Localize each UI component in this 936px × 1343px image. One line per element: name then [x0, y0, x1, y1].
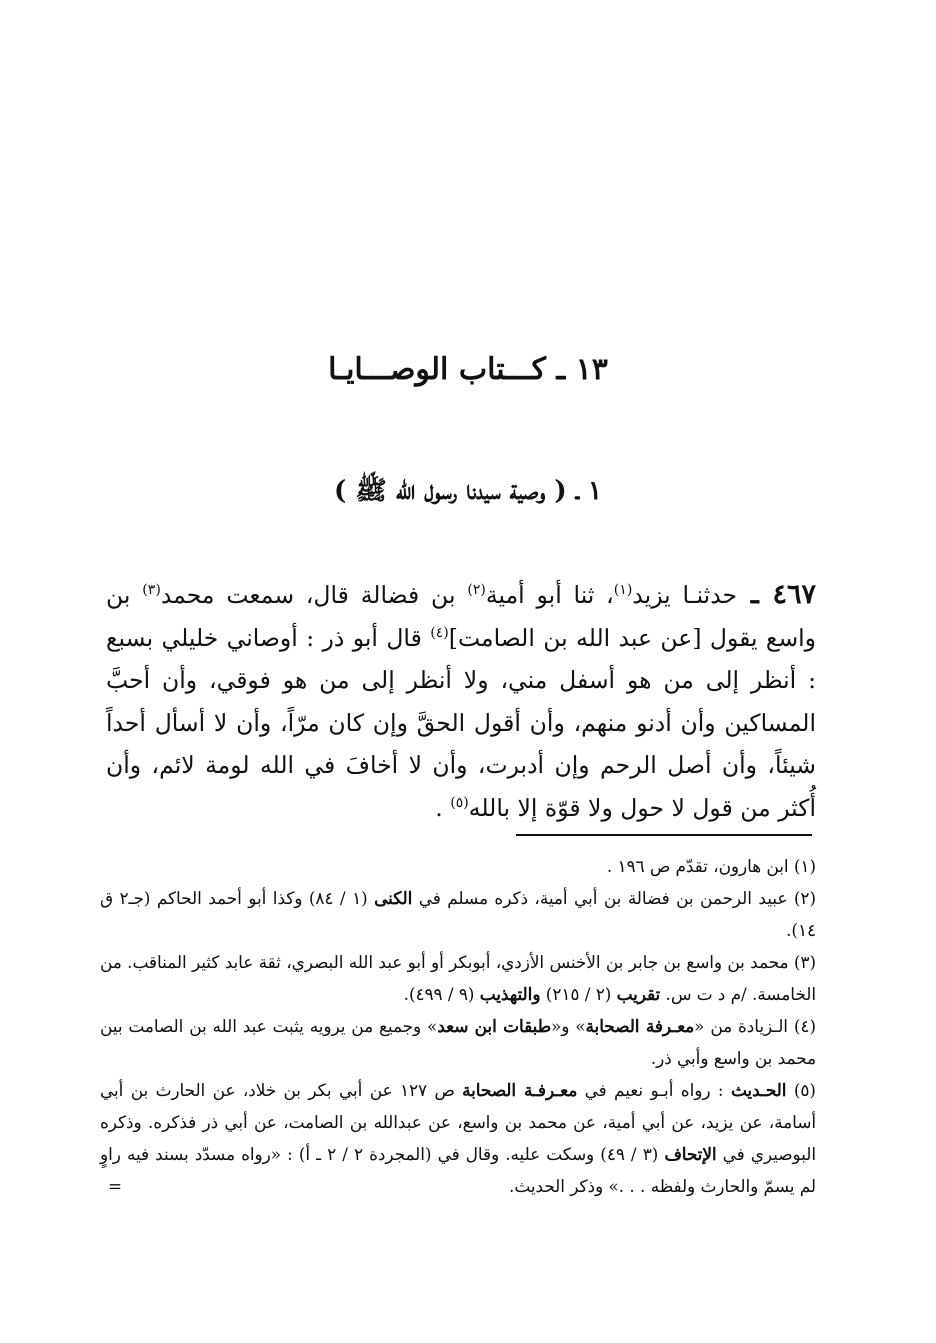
- footnote-text: » و«: [551, 1016, 586, 1036]
- footnote-divider: [516, 834, 812, 836]
- footnote-1: [100, 850, 816, 882]
- footnote-ref-1: (١): [613, 582, 633, 599]
- footnote-text: : رواه أبـو نعيم في: [577, 1080, 731, 1100]
- footnote-source-title: والتهذيب: [479, 984, 541, 1004]
- chapter-title: ١٣ ـ كـــتاب الوصـــايـا: [328, 352, 608, 387]
- footnote-text: (٩ / ٤٩٩).: [403, 984, 480, 1004]
- footnote-text: (١) ابن هارون، تقدّم ص ١٩٦ .: [606, 856, 816, 876]
- footnote-4: [100, 1010, 816, 1074]
- hadith-dash: ـ: [737, 579, 773, 610]
- hadith-text-part: حدثنـا يزيد: [632, 581, 738, 609]
- footnote-source-title: طبقات ابن سعد: [437, 1016, 551, 1036]
- footnote-text: (٤) الـزيادة من «: [694, 1016, 816, 1036]
- footnote-text: (٢) عبيد الرحمن بن فضالة بن أبي أمية، ذكره مسلم في: [412, 888, 816, 908]
- footnote-ref-3: (٣): [142, 582, 161, 599]
- hadith-text: [106, 574, 816, 830]
- footnote-text: (٣ / ٤٩) وسكت عليه. وقال في (المجردة ٢ / ٢ ـ أ) : «رواه مسدّد بسند فيه راوٍ لم يسمّ والحارث ولفظه . . .» وذكر الحديث.: [100, 1144, 816, 1196]
- footnote-ref-2: (٢): [467, 582, 486, 599]
- footnote-text: (١ / ٨٤) وكذا أبو أحمد الحاكم (جـ٢ ق ١٤).: [100, 888, 816, 940]
- section-title: ١ ـ ( وصية سيدنا رسول الله ﷺ ): [334, 476, 602, 506]
- footnote-source-title: الكنى: [374, 888, 413, 908]
- footnote-3: [100, 946, 816, 1010]
- footnote-source-title: معـرفة الصحابة: [585, 1016, 695, 1036]
- footnote-source-title: تقريب: [616, 984, 661, 1004]
- footnote-source-title: الإتحاف: [664, 1144, 717, 1164]
- footnote-text: (٣) محمد بن واسع بن جابر بن الأخنس الأزدي، أبوبكر أو أبو عبد الله البصري، ثقة عابد كثير المناقب. من الخامسة. /م د ت س.: [100, 952, 816, 1004]
- footnote-2: [100, 882, 816, 946]
- hadith-text-part: قال أبو ذر : أوصاني خليلي بسبع : أنظر إلى من هو أسفل مني، ولا أنظر إلى من هو فوقي، وأن أحبَّ المساكين وأن أدنو منهم، وأن أقول الحقَّ وإن كان مرّاً، وأن لا أسأل أحداً شيئاً، وأن أصل الرحم وإن أدبرت، وأن لا أخافَ في الله لومة لائم، وأن أُكثر من قول لا حول ولا قوّة إلا بالله: [106, 623, 816, 822]
- hadith-text-part: بن واسع يقول [عن عبد الله بن الصامت]: [106, 581, 817, 652]
- hadith-text-part: ، ثنا أبو أمية: [485, 581, 614, 609]
- hadith-text-part: .: [435, 793, 451, 822]
- footnote-text: (٢ / ٢١٥): [540, 984, 617, 1004]
- footnote-source-title: معـرفـة الصحابة: [462, 1080, 578, 1100]
- continuation-mark: =: [108, 1176, 123, 1196]
- footnotes: [100, 850, 816, 1202]
- footnote-text: (٥): [786, 1080, 816, 1100]
- hadith-text-part: بن فضالة قال، سمعت محمد: [160, 581, 468, 609]
- footnote-ref-5: (٥): [450, 795, 469, 812]
- footnote-text: » وجميع من يرويه يثبت عبد الله بن الصامت بين محمد بن واسع وأبي ذر.: [100, 1016, 816, 1068]
- footnote-source-title: الحـديث: [730, 1080, 787, 1100]
- hadith-number: ٤٦٧: [772, 579, 816, 610]
- footnote-text: ص ١٢٧ عن أبي بكر بن خلاد، عن الحارث بن أبي أسامة، عن يزيد، عن أبي أمية، عن محمد بن واسع، عن عبدالله بن الصامت، عن أبي ذر فذكره. وذكره البوصيري في: [100, 1080, 816, 1164]
- footnote-5: [100, 1074, 816, 1202]
- footnote-ref-4: (٤): [430, 624, 449, 641]
